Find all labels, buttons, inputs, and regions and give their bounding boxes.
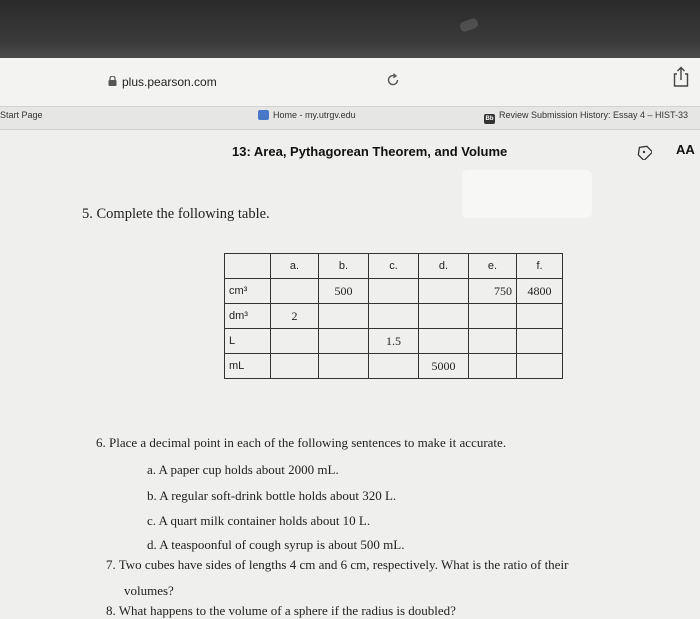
table-cell	[369, 279, 419, 304]
table-cell	[369, 304, 419, 329]
conversion-table	[224, 253, 563, 379]
table-cell	[419, 329, 469, 354]
table-row	[225, 354, 563, 379]
header-a: a.	[271, 254, 319, 279]
tab-review-submission[interactable]	[484, 110, 688, 124]
table-cell: 4800	[517, 279, 563, 304]
tab-label: Home - my.utrgv.edu	[273, 110, 356, 120]
page-title: 13: Area, Pythagorean Theorem, and Volume	[232, 144, 508, 159]
header-c: c.	[369, 254, 419, 279]
table-cell	[271, 329, 319, 354]
table-cell	[419, 304, 469, 329]
header-d: d.	[419, 254, 469, 279]
question-5-prompt: 5. Complete the following table.	[82, 206, 270, 222]
table-cell	[319, 304, 369, 329]
share-icon[interactable]	[672, 66, 690, 88]
tag-icon[interactable]	[636, 144, 652, 160]
table-row	[225, 279, 563, 304]
row-unit: dm³	[225, 304, 271, 329]
question-6-item: b. A regular soft-drink bottle holds about 320 L.	[147, 488, 397, 503]
row-unit: mL	[225, 354, 271, 379]
table-cell	[271, 279, 319, 304]
table-cell	[469, 329, 517, 354]
url-text[interactable]: plus.pearson.com	[122, 75, 217, 89]
row-unit: L	[225, 329, 271, 354]
table-cell: 2	[271, 304, 319, 329]
header-f: f.	[517, 254, 563, 279]
glare	[459, 17, 479, 33]
table-cell	[517, 304, 563, 329]
table-cell	[369, 354, 419, 379]
lock-icon	[108, 76, 117, 86]
table-header-row	[225, 254, 563, 279]
question-8-prompt: 8. What happens to the volume of a sphere if the radius is doubled?	[106, 603, 456, 618]
header-e: e.	[469, 254, 517, 279]
question-6-prompt: 6. Place a decimal point in each of the following sentences to make it accurate.	[96, 435, 507, 450]
question-6-item: c. A quart milk container holds about 10 L.	[147, 513, 371, 528]
table-cell: 5000	[419, 354, 469, 379]
question-6-item: d. A teaspoonful of cough syrup is about 500 mL.	[147, 537, 405, 552]
table-cell: 750	[469, 279, 517, 304]
reader-aa-button[interactable]: AA	[676, 142, 695, 157]
tab-home[interactable]	[258, 110, 356, 120]
blurred-region	[462, 170, 592, 218]
table-cell	[469, 304, 517, 329]
row-unit: cm³	[225, 279, 271, 304]
table-cell	[319, 329, 369, 354]
reload-icon[interactable]	[385, 72, 401, 88]
table-cell	[517, 354, 563, 379]
tab-label: Review Submission History: Essay 4 – HIST-33	[499, 110, 689, 120]
tab-start-page[interactable]	[0, 110, 43, 120]
table-cell	[469, 354, 517, 379]
blackboard-favicon-icon: Bb	[485, 116, 494, 122]
table-cell	[319, 354, 369, 379]
table-cell	[419, 279, 469, 304]
home-favicon-icon	[258, 110, 269, 120]
table-cell: 500	[319, 279, 369, 304]
question-7-line2: volumes?	[124, 583, 174, 598]
question-7-line1: 7. Two cubes have sides of lengths 4 cm and 6 cm, respectively. What is the ratio of their	[106, 557, 569, 572]
table-corner	[225, 254, 271, 279]
table-row	[225, 329, 563, 354]
address-bar[interactable]	[0, 58, 700, 108]
table-cell: 1.5	[369, 329, 419, 354]
question-6-item: a. A paper cup holds about 2000 mL.	[147, 462, 339, 477]
device-bezel	[0, 0, 700, 58]
table-row	[225, 304, 563, 329]
table-cell	[271, 354, 319, 379]
table-cell	[517, 329, 563, 354]
tab-label: Start Page	[0, 110, 43, 120]
header-b: b.	[319, 254, 369, 279]
